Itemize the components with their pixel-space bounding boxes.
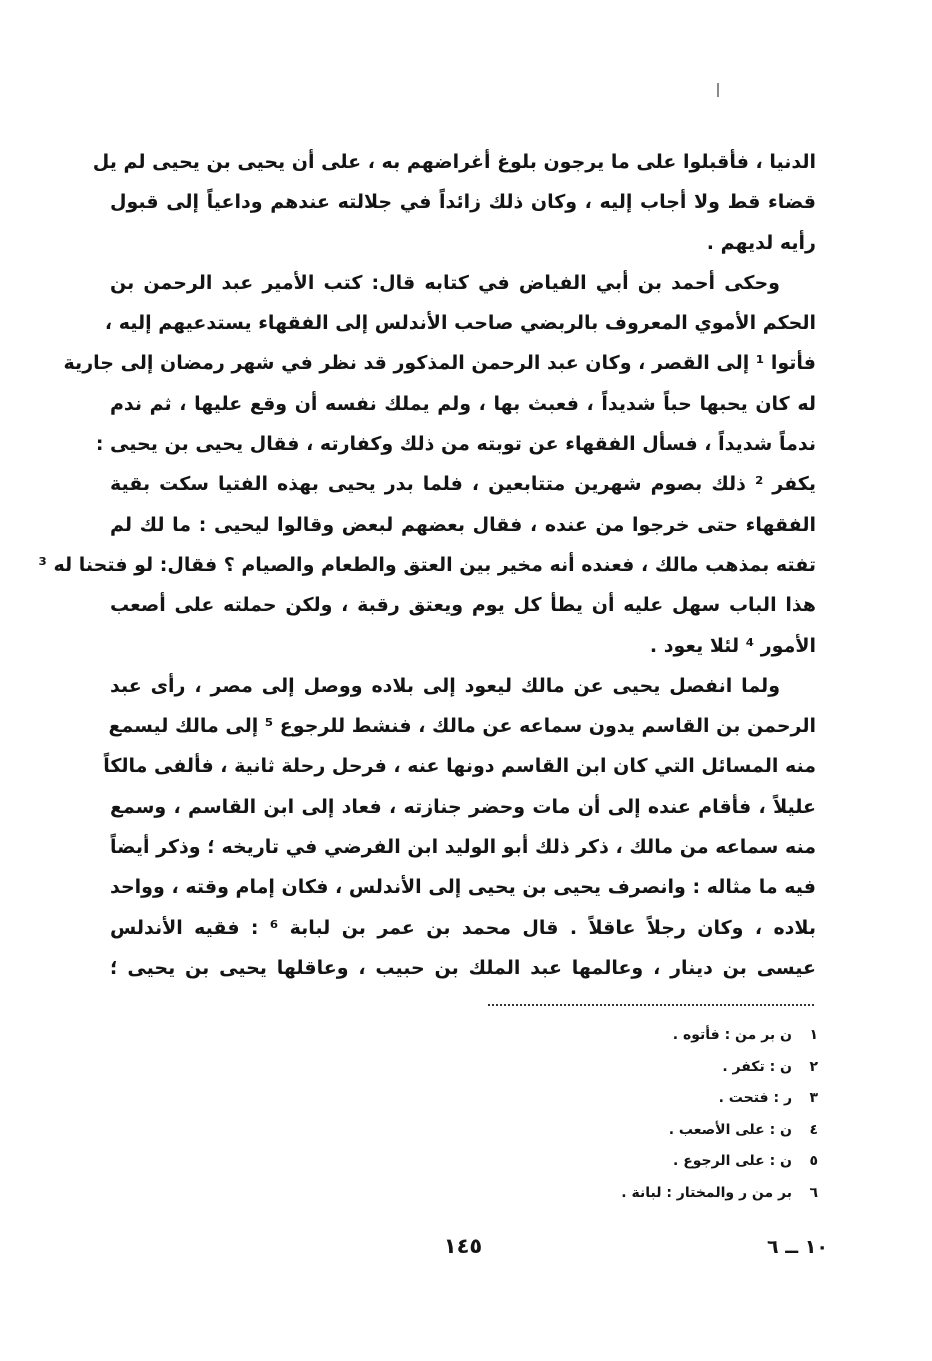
body-line: الفقهاء حتى خرجوا من عنده ، فقال بعضهم لبعض وقالوا ليحيى : ما لك لم — [110, 513, 816, 536]
footnote-number: ٣ — [809, 1090, 818, 1107]
footnote-item — [440, 1052, 818, 1084]
body-line: منه سماعه من مالك ، ذكر ذلك أبو الوليد ابن الفرضي في تاريخه ؛ وذكر أيضاً — [110, 836, 816, 859]
footnotes — [440, 1020, 818, 1210]
body-line: تفته بمذهب مالك ، فعنده أنه مخير بين العتق والطعام والصيام ؟ فقال: لو فتحنا له ³ — [38, 553, 816, 576]
body-line: رأيه لديهم . — [706, 231, 816, 254]
signature-mark: ١٠ ــ ٦ — [766, 1236, 828, 1258]
body-line: قضاء قط ولا أجاب إليه ، وكان ذلك زائداً في جلالته عندهم وداعياً إلى قبول — [110, 191, 816, 214]
body-line: الحكم الأموي المعروف بالربضي صاحب الأندلس إلى الفقهاء يستدعيهم إليه ، — [104, 312, 816, 335]
body-line: الدنيا ، فأقبلوا على ما يرجون بلوغ أغراضهم به ، على أن يحيى بن يحيى لم يل — [92, 151, 816, 173]
body-line: عيسى بن دينار ، وعالمها عبد الملك بن حبيب ، وعاقلها يحيى بن يحيى ؛ — [110, 956, 816, 979]
footnote-text: ر : فتحت . — [718, 1090, 792, 1107]
footnote-text: ن بر من : فأتوه . — [672, 1027, 792, 1043]
footnote-divider — [488, 1004, 814, 1006]
body-line: يكفر ² ذلك بصوم شهرين متتابعين ، فلما بدر يحيى بهذه الفتيا سكت بقية — [110, 473, 816, 496]
footnote-text: ن : تكفر . — [722, 1058, 792, 1075]
footnote-number: ٢ — [809, 1058, 818, 1075]
footnote-item — [440, 1020, 818, 1052]
footnote-number: ١ — [809, 1027, 818, 1043]
footnote-item — [440, 1115, 818, 1147]
body-line: عليلاً ، فأقام عنده إلى أن مات وحضر جنازته ، فعاد إلى ابن القاسم ، وسمع — [110, 795, 816, 818]
body-line: هذا الباب سهل عليه أن يطأ كل يوم ويعتق رقبة ، ولكن حملته على أصعب — [110, 594, 816, 617]
body-line: له كان يحبها حباً شديداً ، فعبث بها ، ولم يملك نفسه أن وقع عليها ، ثم ندم — [110, 392, 816, 415]
body-line: الأمور ⁴ لئلا يعود . — [649, 634, 816, 657]
body-line: وحكى أحمد بن أبي الفياض في كتابه قال: كتب الأمير عبد الرحمن بن — [110, 271, 780, 294]
footnote-item — [440, 1083, 818, 1115]
body-line: بلاده ، وكان رجلاً عاقلاً . قال محمد بن عمر بن لبابة ⁶ : فقيه الأندلس — [110, 916, 816, 939]
body-line: منه المسائل التي كان ابن القاسم دونها عنه ، فرحل رحلة ثانية ، فألفى مالكاً — [103, 755, 816, 778]
body-line: فيه ما مثاله : وانصرف يحيى بن يحيى إلى الأندلس ، فكان إمام وقته ، وواحد — [110, 876, 816, 899]
top-margin-mark — [717, 83, 719, 97]
footnote-text: بر من ر والمختار : لبانة . — [621, 1184, 792, 1201]
footnote-item — [440, 1146, 818, 1178]
body-line: ندماً شديداً ، فسأل الفقهاء عن توبته من ذلك وكفارته ، فقال يحيى بن يحيى : — [95, 433, 816, 456]
footnote-number: ٤ — [809, 1121, 818, 1138]
body-text — [38, 142, 816, 988]
body-line: ولما انفصل يحيى عن مالك ليعود إلى بلاده ووصل إلى مصر ، رأى عبد — [110, 674, 780, 697]
page-number: ١٤٥ — [443, 1234, 483, 1258]
footnote-number: ٥ — [809, 1153, 818, 1170]
footnote-number: ٦ — [809, 1184, 818, 1201]
footnote-text: ن : على الأصعب . — [668, 1121, 792, 1138]
footnote-item — [440, 1178, 818, 1210]
footnote-text: ن : على الرجوع . — [673, 1153, 792, 1170]
body-line: فأتوا ¹ إلى القصر ، وكان عبد الرحمن المذكور قد نظر في شهر رمضان إلى جارية — [63, 352, 816, 375]
body-line: الرحمن بن القاسم يدون سماعه عن مالك ، فنشط للرجوع ⁵ إلى مالك ليسمع — [108, 715, 816, 738]
